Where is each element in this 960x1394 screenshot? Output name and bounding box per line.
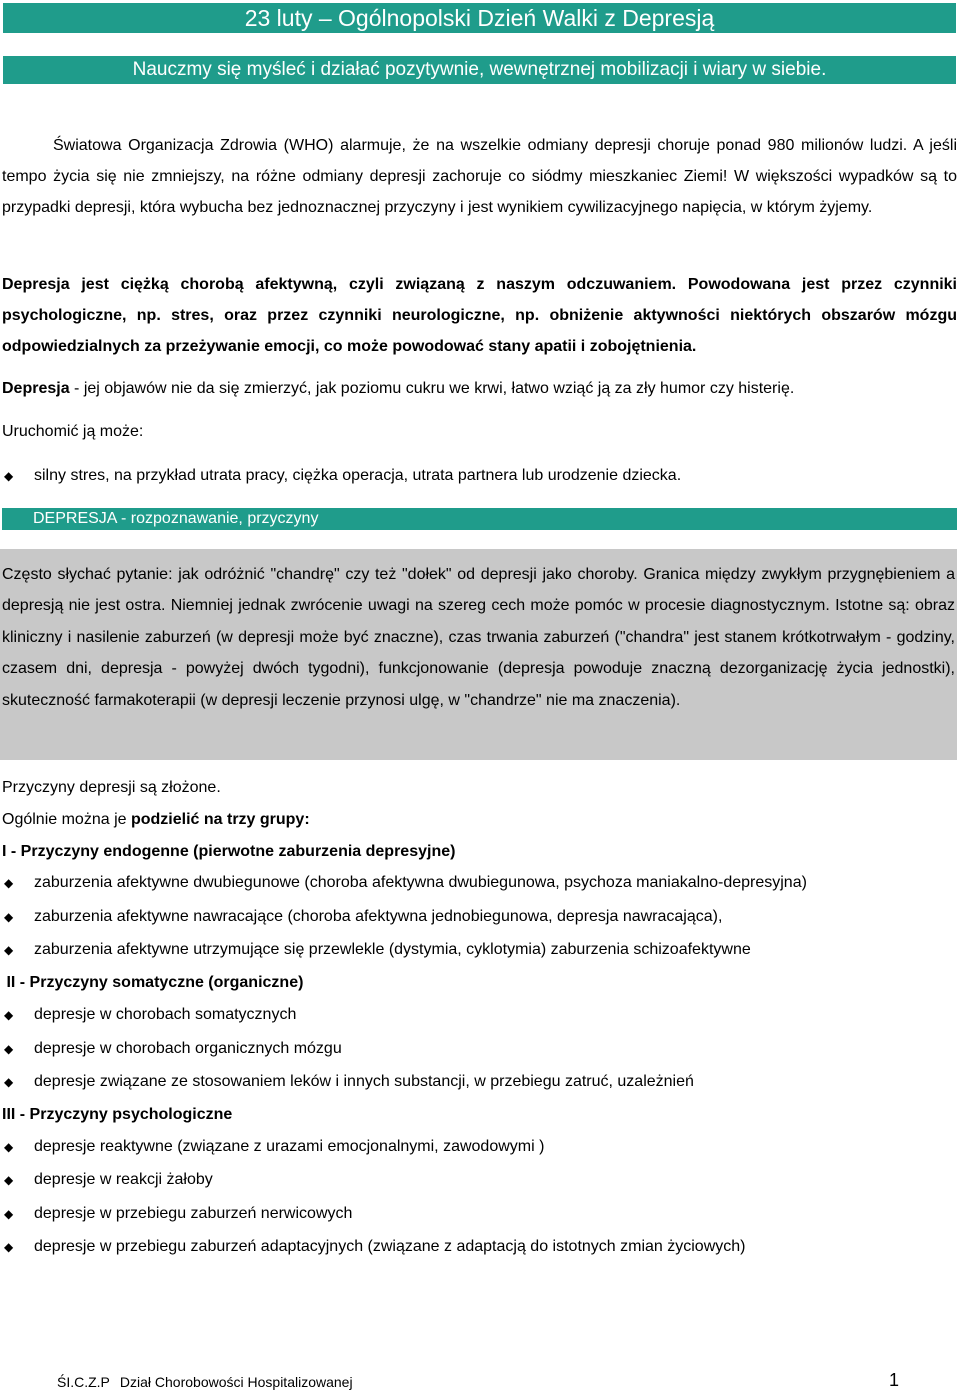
footer-department: Dział Chorobowości Hospitalizowanej (119, 1374, 353, 1390)
diamond-bullet-icon: ◆ (4, 1173, 14, 1187)
list-item: ◆ depresje w chorobach organicznych mózgu (4, 1040, 342, 1057)
highlight-box (0, 549, 957, 760)
diamond-bullet-icon: ◆ (4, 1008, 14, 1022)
list-item: ◆ zaburzenia afektywne utrzymujące się przewlekle (dystymia, cyklotymia) zaburzenia schizoafektywne (4, 941, 751, 958)
highlight-box-text: Często słychać pytanie: jak odróżnić "chandrę" czy też "dołek" od depresji jako choroby. Granica między zwykłym przygnębieniem a depresją nie jest ostra. Niemniej jednak zwrócenie uwagi na szereg cech może pomóc w procesie diagnostycznym. Istotne są: obraz kliniczny i nasilenie zaburzeń (w depresji może być znaczne), czas trwania zaburzeń ("chandra" jest stanem krótkotrwałym - godziny, czasem dni, depresja - powyżej dwóch tygodni), funkcjonowanie (depresja powoduje znaczną dezorganizację życia jednostki), skuteczność farmakoterapii (w depresji leczenie przynosi ulgę, w "chandrze" nie ma znaczenia). (2, 566, 955, 709)
list-item: ◆ depresje reaktywne (związane z urazami emocjonalnymi, zawodowymi ) (4, 1138, 545, 1155)
diamond-bullet-icon: ◆ (4, 876, 14, 890)
intro-paragraph-1: Światowa Organizacja Zdrowia (WHO) alarmuje, że na wszelkie odmiany depresji choruje ponad 980 milionów ludzi. A jeśli tempo życia się nie zmniejszy, na różne odmiany depresji zachoruje co siódmy mieszkaniec Ziemi! W większości wypadków są to przypadki depresji, która wybucha bez jednoznacznej przyczyny i jest wynikiem cywilizacyjnego napięcia, w którym żyjemy. (2, 137, 957, 216)
group-heading-1: I - Przyczyny endogenne (pierwotne zaburzenia depresyjne) (2, 843, 456, 860)
diamond-bullet-icon: ◆ (4, 469, 14, 483)
diamond-bullet-icon: ◆ (4, 910, 14, 924)
page-title: 23 luty – Ogólnopolski Dzień Walki z Depresją (3, 3, 956, 33)
list-item: ◆ depresje w przebiegu zaburzeń nerwicowych (4, 1205, 353, 1222)
list-item: ◆ depresje w przebiegu zaburzeń adaptacyjnych (związane z adaptacją do istotnych zmian życiowych) (4, 1238, 746, 1255)
intro-paragraph-3: Depresja - jej objawów nie da się zmierzyć, jak poziomu cukru we krwi, łatwo wziąć ją za zły humor czy histerię. (2, 380, 795, 397)
diamond-bullet-icon: ◆ (4, 1207, 14, 1221)
diamond-bullet-icon: ◆ (4, 1075, 14, 1089)
group-heading-3: III - Przyczyny psychologiczne (2, 1106, 233, 1123)
list-item: ◆ zaburzenia afektywne dwubiegunowe (choroba afektywna dwubiegunowa, psychoza maniakalno-depresyjna) (4, 874, 807, 891)
diamond-bullet-icon: ◆ (4, 943, 14, 957)
list-item: ◆ zaburzenia afektywne nawracające (choroba afektywna jednobiegunowa, depresja nawracająca), (4, 908, 723, 925)
list-item: ◆ depresje w chorobach somatycznych (4, 1006, 297, 1023)
list-item: ◆ silny stres, na przykład utrata pracy, ciężka operacja, utrata partnera lub urodzenie dziecka. (4, 467, 682, 484)
list-item: ◆ depresje w reakcji żałoby (4, 1171, 213, 1188)
page-subtitle: Nauczmy się myśleć i działać pozytywnie, wewnętrznej mobilizacji i wiary w siebie. (3, 56, 956, 84)
diamond-bullet-icon: ◆ (4, 1140, 14, 1154)
list-item: ◆ depresje związane ze stosowaniem leków i innych substancji, w przebiegu zatruć, uzależnień (4, 1073, 694, 1090)
page-footer (57, 1374, 353, 1390)
diamond-bullet-icon: ◆ (4, 1240, 14, 1254)
diamond-bullet-icon: ◆ (4, 1042, 14, 1056)
intro-paragraph-2: Depresja jest ciężką chorobą afektywną, czyli związaną z naszym odczuwaniem. Powodowana jest przez czynniki psychologiczne, np. stres, oraz przez czynniki neurologiczne, np. obniżenie aktywności niektórych obszarów mózgu odpowiedzialnych za przeżywanie emocji, co może powodować stany apatii i zobojętnienia. (2, 276, 957, 355)
causes-intro: Przyczyny depresji są złożone. (2, 779, 221, 796)
footer-org: ŚI.C.Z.P (57, 1374, 110, 1390)
page-number: 1 (889, 1370, 900, 1390)
intro-paragraph-4: Uruchomić ją może: (2, 423, 144, 440)
group-heading-2: II - Przyczyny somatyczne (organiczne) (2, 974, 304, 991)
causes-groups-line: Ogólnie można je podzielić na trzy grupy: (2, 811, 310, 828)
section-heading: DEPRESJA - rozpoznawanie, przyczyny (2, 508, 957, 530)
